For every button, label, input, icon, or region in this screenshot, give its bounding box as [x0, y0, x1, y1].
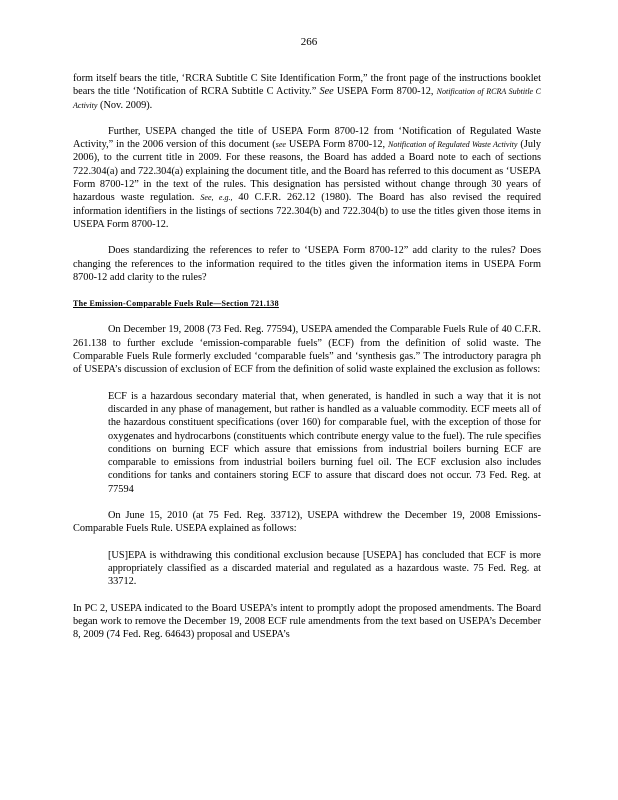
p2-see: see — [275, 140, 286, 150]
paragraph-pc2: In PC 2, USEPA indicated to the Board USEPA’s intent to promptly adopt the proposed amendments. The Board began work to remove the December 19, 2008 ECF rule amendments from the text based on USEPA’s December 8, 2009 (74 Fed. Reg. 64643) proposal and USEPA’s — [73, 602, 541, 641]
p2-see-eg: See, e.g., — [200, 193, 233, 203]
p2-text-c: (July 2006), to the current title in 2009. For these reasons, the Board has added a Board note to each of sections 722.304(a) and 722.304(a) explaining the document title, and the Board has referred to this document as ‘USEPA Form 8700-12” in the text of the rules. This designation has persisted without change through 30 years of hazardous waste regulation. — [73, 139, 542, 204]
block-quote-ecf: ECF is a hazardous secondary material that, when generated, is handled in such a way that it is not discarded in any phase of management, but rather is handled as a valuable commodity. ECF meets all of the hazardous constituent specifications (over 160) for comparable fuel, with the exception of those for oxygenates and hydrocarbons (constituents which contribute energy value to the fuel). The rule specifies conditions on burning ECF which assure that emissions from industrial boilers burning ECF are comparable to emissions from industrial boilers burning fuel oil. The ECF exclusion also includes conditions for tanks and containers storing ECF to assure that discard does not occur. 73 Fed. Reg. at 77594 — [108, 390, 541, 495]
p1-see: See — [319, 86, 334, 98]
paragraph-question: Does standardizing the references to refer to ‘USEPA Form 8700-12” add clarity to the rules? Does changing the references to the information required to the titles given the information items in USEPA Form 8700-12 add clarity to the rules? — [73, 245, 541, 283]
page-number: 266 — [300, 36, 318, 48]
p1-text-a: form itself bears the title, ‘RCRA Subtitle C Site Identification Form,” the front page of the instructions booklet bears the title ‘Notification of RCRA Subtitle C Activity.” — [73, 73, 541, 98]
p2-text-a: Further, USEPA changed the title of USEPA Form 8700-12 from ‘Notification of Regulated Waste Activity,” in the 2006 version of this document ( — [73, 125, 541, 151]
page-body — [73, 72, 541, 654]
p2-text-b: USEPA Form 8700-12, — [285, 139, 389, 151]
p1-citation: Notification of RCRA Subtitle C Activity — [73, 87, 542, 110]
p2-text-d: 40 C.F.R. 262.12 (1980). The Board has also revised the required information identifiers in the listings of sections 722.304(b) and 722.304(b) to use the titles given those items in USEPA Form 8700-12. — [73, 192, 541, 230]
block-quote-withdrawal: [US]EPA is withdrawing this conditional exclusion because [USEPA] has concluded that ECF is more appropriately classified as a discarded material and regulated as a hazardous waste. 75 Fed. Reg. at 33712. — [108, 549, 541, 588]
paragraph-withdrawal: On June 15, 2010 (at 75 Fed. Reg. 33712), USEPA withdrew the December 19, 2008 Emissions-Comparable Fuels Rule. USEPA explained as follows: — [73, 510, 541, 535]
p1-text-b: USEPA Form 8700-12, — [333, 86, 437, 98]
paragraph-title-change — [73, 125, 541, 231]
paragraph-form-title — [73, 72, 541, 112]
p2-citation: Notification of Regulated Waste Activity — [388, 140, 518, 150]
section-heading: The Emission-Comparable Fuels Rule—Section 721.138 — [73, 299, 279, 309]
p1-text-c: (Nov. 2009). — [97, 99, 153, 111]
paragraph-ecf-amendment: On December 19, 2008 (73 Fed. Reg. 77594), USEPA amended the Comparable Fuels Rule of 40 C.F.R. 261.138 to further exclude ‘emission-comparable fuels” (ECF) from the definition of solid waste. The Comparable Fuels Rule formerly excluded ‘comparable fuels” and ‘synthesis gas.” The introductory paragra ph of USEPA’s discussion of exclusion of ECF from the definition of solid waste explained the exclusion as follows: — [73, 324, 541, 376]
